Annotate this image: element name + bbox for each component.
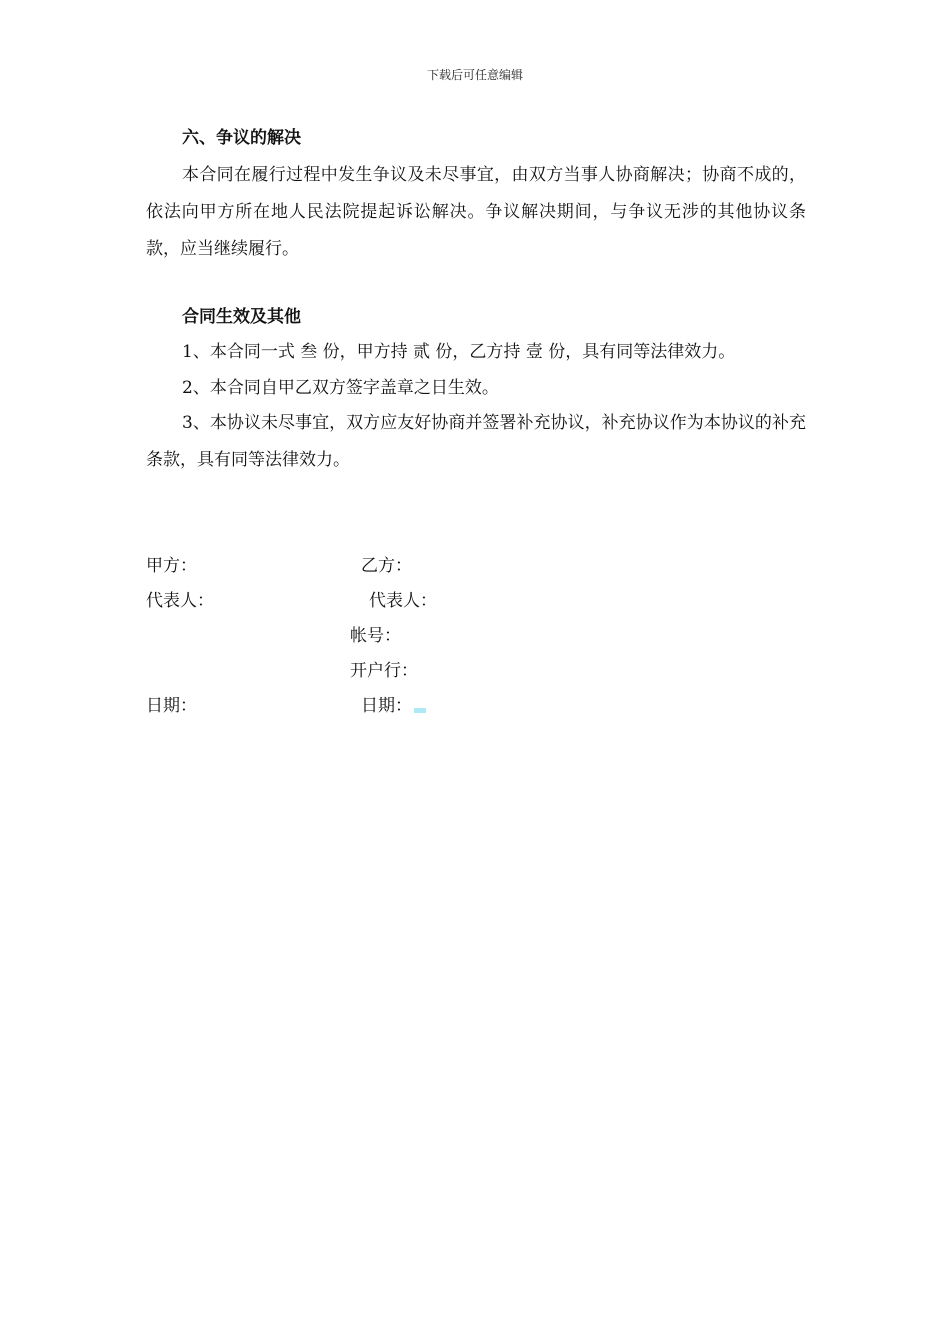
effect-item-1: 1、本合同一式 叁 份，甲方持 贰 份，乙方持 壹 份，具有同等法律效力。 bbox=[182, 342, 736, 362]
party-a-label: 甲方： bbox=[146, 556, 197, 576]
section-title-dispute: 六、争议的解决 bbox=[182, 128, 301, 148]
bank-label: 开户行： bbox=[350, 661, 418, 681]
cursor-highlight-mark bbox=[414, 708, 426, 713]
document-body bbox=[146, 125, 806, 479]
section-title-effect: 合同生效及其他 bbox=[182, 307, 301, 327]
date-b-field bbox=[361, 694, 426, 718]
date-b-label: 日期： bbox=[361, 696, 412, 716]
page-header: 下载后可任意编辑 bbox=[426, 68, 523, 82]
effect-item-3: 3、本协议未尽事宜，双方应友好协商并签署补充协议，补充协议作为本协议的补充条款，具有同等法律效力。 bbox=[146, 413, 806, 470]
effect-item-2: 2、本合同自甲乙双方签字盖章之日生效。 bbox=[182, 378, 499, 398]
account-label: 帐号： bbox=[350, 626, 401, 646]
rep-b-label: 代表人： bbox=[369, 591, 437, 611]
party-b-label: 乙方： bbox=[361, 556, 412, 576]
dispute-paragraph: 本合同在履行过程中发生争议及未尽事宜，由双方当事人协商解决；协商不成的，依法向甲方所在地人民法院提起诉讼解决。争议解决期间，与争议无涉的其他协议条款，应当继续履行。 bbox=[146, 165, 806, 259]
rep-a-label: 代表人： bbox=[146, 591, 214, 611]
date-a-label: 日期： bbox=[146, 696, 197, 716]
